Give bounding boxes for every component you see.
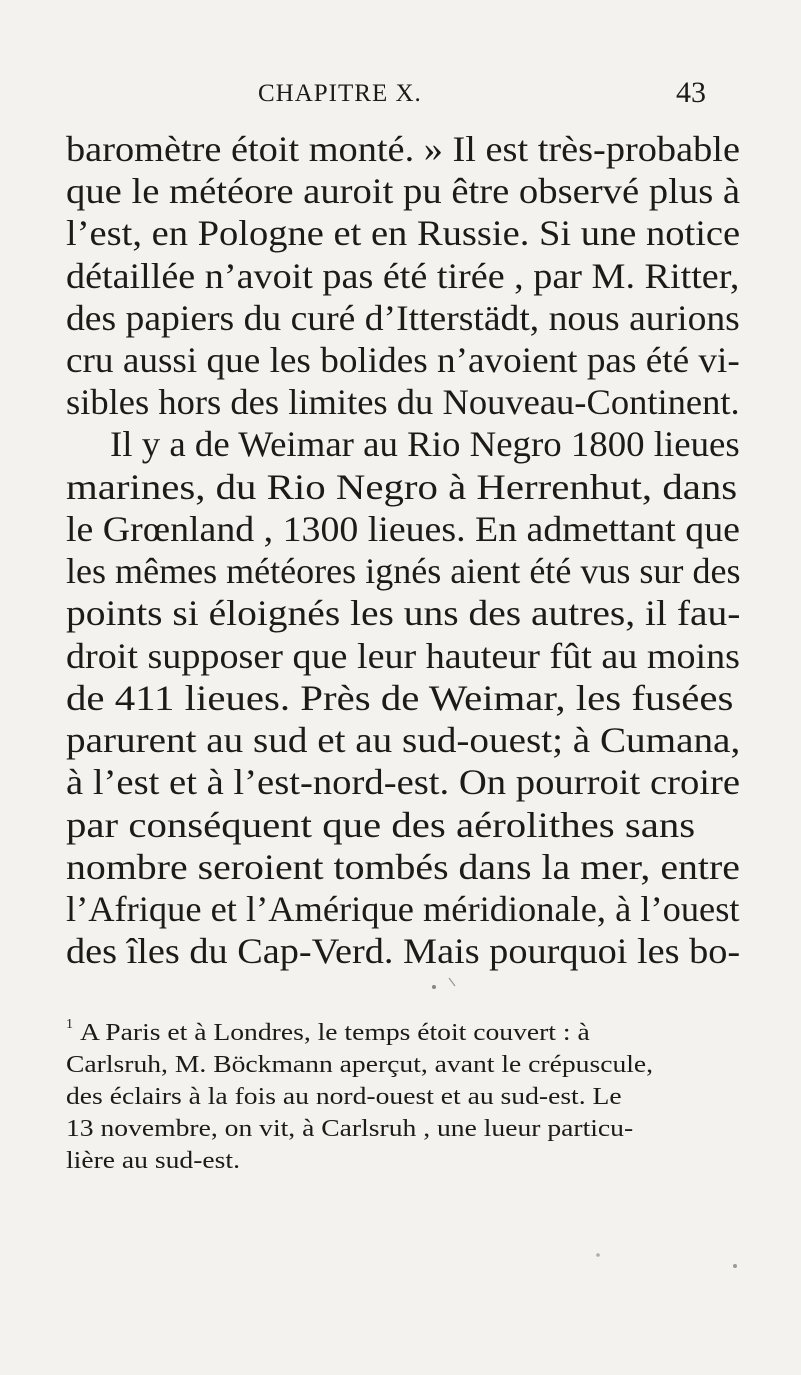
text-line: par conséquent que des aérolithes sans — [66, 805, 696, 845]
speck — [432, 985, 436, 989]
text-line: des îles du Cap-Verd. Mais pourquoi les bo- — [66, 931, 741, 971]
speck — [449, 978, 455, 986]
text-line: à l’est et à l’est-nord-est. On pourroit croire — [66, 762, 741, 802]
text-line: baromètre étoit monté. » Il est très-probable — [66, 129, 740, 169]
footnote-marker: 1 — [66, 1017, 73, 1032]
chapter-title: CHAPITRE X. — [258, 80, 422, 107]
text-line: détaillée n’avoit pas été tirée , par M. Ritter, — [66, 256, 740, 296]
footnote-line: A Paris et à Londres, le temps étoit couvert : à — [80, 1020, 590, 1046]
text-line: nombre seroient tombés dans la mer, entre — [66, 847, 740, 887]
footnote-line: des éclairs à la fois au nord-ouest et au sud-est. Le — [66, 1084, 622, 1110]
text-line: les mêmes météores ignés aient été vus sur des — [66, 551, 741, 591]
text-line: cru aussi que les bolides n’avoient pas été vi- — [66, 340, 740, 380]
footnote-line: Carlsruh, M. Böckmann aperçut, avant le crépuscule, — [66, 1052, 654, 1078]
text-line: l’Afrique et l’Amérique méridionale, à l’ouest — [66, 889, 740, 929]
text-line: des papiers du curé d’Itterstädt, nous aurions — [66, 298, 740, 338]
text-line: que le météore auroit pu être observé plus à — [66, 171, 741, 211]
text-line: parurent au sud et au sud-ouest; à Cumana, — [66, 720, 741, 760]
footnote-line: lière au sud-est. — [66, 1148, 240, 1174]
text-line: sibles hors des limites du Nouveau-Continent. — [66, 382, 740, 422]
speck — [596, 1253, 600, 1257]
text-line: le Grœnland , 1300 lieues. En admettant que — [66, 509, 740, 549]
text-line: Il y a de Weimar au Rio Negro 1800 lieues — [110, 424, 740, 464]
text-line: points si éloignés les uns des autres, il fau- — [66, 593, 741, 633]
speck — [733, 1264, 737, 1268]
page-number: 43 — [676, 76, 706, 109]
text-line: marines, du Rio Negro à Herrenhut, dans — [66, 467, 738, 507]
text-line: l’est, en Pologne et en Russie. Si une notice — [66, 213, 741, 253]
text-line: droit supposer que leur hauteur fût au moins — [66, 636, 740, 676]
text-line: de 411 lieues. Près de Weimar, les fusées — [66, 678, 734, 718]
footnote-line: 13 novembre, on vit, à Carlsruh , une lueur particu- — [66, 1116, 634, 1142]
